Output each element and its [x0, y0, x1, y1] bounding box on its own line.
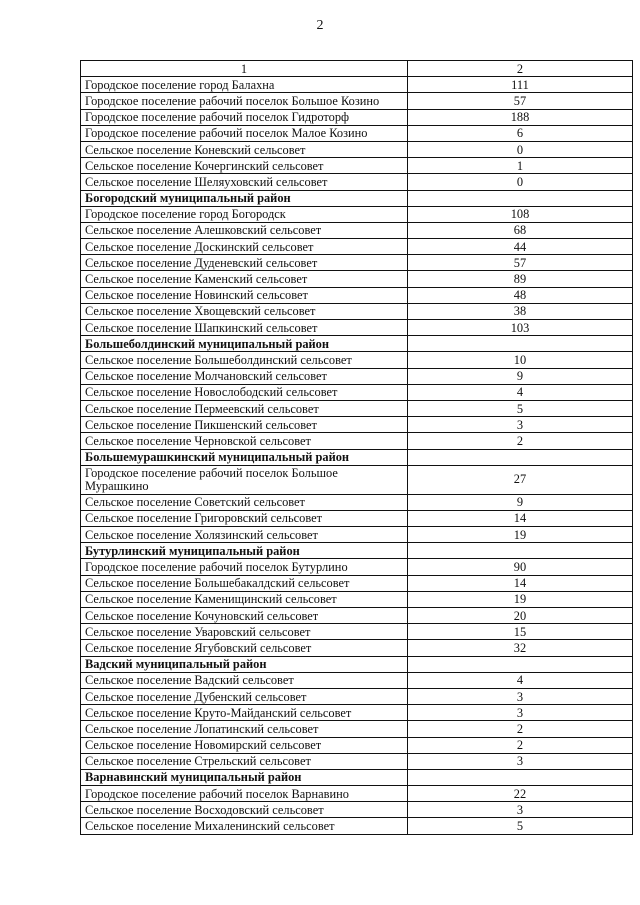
settlement-name: Сельское поселение Молчановский сельсовет: [81, 368, 408, 384]
settlement-value: 2: [408, 737, 633, 753]
settlement-value: 9: [408, 494, 633, 510]
district-name: Варнавинский муниципальный район: [81, 769, 408, 785]
table-row: [81, 174, 633, 190]
settlement-value: 108: [408, 206, 633, 222]
settlement-value: 5: [408, 818, 633, 834]
table-row: [81, 705, 633, 721]
settlement-value: [408, 190, 633, 206]
page-number: 2: [316, 18, 324, 33]
district-name: Вадский муниципальный район: [81, 656, 408, 672]
settlement-name: Сельское поселение Стрельский сельсовет: [81, 753, 408, 769]
settlement-name: Сельское поселение Ягубовский сельсовет: [81, 640, 408, 656]
table-row: [81, 287, 633, 303]
settlement-name: Городское поселение рабочий поселок Большое Мурашкино: [81, 465, 408, 494]
settlement-name: Городское поселение рабочий поселок Варнавино: [81, 786, 408, 802]
table-row: [81, 753, 633, 769]
settlement-value: 19: [408, 591, 633, 607]
table-row: [81, 737, 633, 753]
settlement-value: 3: [408, 705, 633, 721]
table-row: [81, 125, 633, 141]
settlement-value: 27: [408, 465, 633, 494]
settlement-value: [408, 336, 633, 352]
settlement-value: [408, 449, 633, 465]
district-heading-row: [81, 656, 633, 672]
table-row: [81, 222, 633, 238]
settlement-name: Городское поселение город Балахна: [81, 77, 408, 93]
settlement-name: Городское поселение рабочий поселок Гидроторф: [81, 109, 408, 125]
settlement-value: 0: [408, 141, 633, 157]
district-name: Бутурлинский муниципальный район: [81, 543, 408, 559]
table-row: [81, 672, 633, 688]
table-row: [81, 368, 633, 384]
district-heading-row: [81, 769, 633, 785]
table-row: [81, 206, 633, 222]
table-row: [81, 400, 633, 416]
settlement-value: 3: [408, 688, 633, 704]
table-row: [81, 721, 633, 737]
settlement-name: Сельское поселение Дубенский сельсовет: [81, 688, 408, 704]
table-row: [81, 465, 633, 494]
settlement-value: 19: [408, 527, 633, 543]
settlement-name: Сельское поселение Черновской сельсовет: [81, 433, 408, 449]
settlement-value: 57: [408, 93, 633, 109]
district-heading-row: [81, 336, 633, 352]
table-row: [81, 255, 633, 271]
settlement-value: 44: [408, 239, 633, 255]
settlement-name: Сельское поселение Новомирский сельсовет: [81, 737, 408, 753]
settlement-name: Сельское поселение Вадский сельсовет: [81, 672, 408, 688]
district-name: Большемурашкинский муниципальный район: [81, 449, 408, 465]
table-row: [81, 303, 633, 319]
settlement-name: Городское поселение город Богородск: [81, 206, 408, 222]
table-row: [81, 271, 633, 287]
table-row: [81, 640, 633, 656]
settlement-value: 57: [408, 255, 633, 271]
settlement-name: Сельское поселение Новослободский сельсовет: [81, 384, 408, 400]
settlements-table: [80, 60, 633, 835]
settlement-value: 68: [408, 222, 633, 238]
settlement-name: Сельское поселение Уваровский сельсовет: [81, 624, 408, 640]
settlement-name: Сельское поселение Коневский сельсовет: [81, 141, 408, 157]
settlement-value: [408, 656, 633, 672]
settlement-value: 9: [408, 368, 633, 384]
settlement-name: Городское поселение рабочий поселок Бутурлино: [81, 559, 408, 575]
settlement-name: Сельское поселение Хвощевский сельсовет: [81, 303, 408, 319]
settlement-name: Сельское поселение Михаленинский сельсовет: [81, 818, 408, 834]
settlement-value: 10: [408, 352, 633, 368]
settlement-name: Сельское поселение Пермеевский сельсовет: [81, 400, 408, 416]
table-row: [81, 352, 633, 368]
settlement-value: 1: [408, 158, 633, 174]
settlement-value: 14: [408, 575, 633, 591]
table-row: [81, 433, 633, 449]
settlement-name: Сельское поселение Григоровский сельсовет: [81, 510, 408, 526]
settlement-value: 15: [408, 624, 633, 640]
settlement-name: Сельское поселение Кочергинский сельсовет: [81, 158, 408, 174]
table-header-row: [81, 61, 633, 77]
settlement-value: 0: [408, 174, 633, 190]
table-row: [81, 688, 633, 704]
district-heading-row: [81, 190, 633, 206]
settlement-name: Сельское поселение Каменищинский сельсовет: [81, 591, 408, 607]
table-row: [81, 802, 633, 818]
settlement-name: Сельское поселение Холязинский сельсовет: [81, 527, 408, 543]
settlement-name: Сельское поселение Советский сельсовет: [81, 494, 408, 510]
settlement-value: 6: [408, 125, 633, 141]
settlement-value: 3: [408, 753, 633, 769]
settlement-value: 20: [408, 608, 633, 624]
settlement-value: 103: [408, 320, 633, 336]
table-row: [81, 624, 633, 640]
settlement-name: Сельское поселение Алешковский сельсовет: [81, 222, 408, 238]
settlement-name: Сельское поселение Большеболдинский сельсовет: [81, 352, 408, 368]
settlement-name: Сельское поселение Шеляуховский сельсовет: [81, 174, 408, 190]
column-header-2: 2: [408, 61, 633, 77]
table-row: [81, 239, 633, 255]
settlement-value: 89: [408, 271, 633, 287]
settlement-value: 3: [408, 417, 633, 433]
table-row: [81, 384, 633, 400]
settlement-name: Сельское поселение Большебакалдский сельсовет: [81, 575, 408, 591]
district-name: Богородский муниципальный район: [81, 190, 408, 206]
settlement-name: Городское поселение рабочий поселок Малое Козино: [81, 125, 408, 141]
settlement-name: Сельское поселение Дуденевский сельсовет: [81, 255, 408, 271]
settlement-value: 4: [408, 672, 633, 688]
table-row: [81, 417, 633, 433]
table-row: [81, 575, 633, 591]
table-row: [81, 786, 633, 802]
settlement-value: [408, 543, 633, 559]
settlement-name: Сельское поселение Восходовский сельсовет: [81, 802, 408, 818]
settlement-name: Сельское поселение Шапкинский сельсовет: [81, 320, 408, 336]
settlement-name: Городское поселение рабочий поселок Большое Козино: [81, 93, 408, 109]
table-body: [81, 77, 633, 834]
table-row: [81, 109, 633, 125]
settlement-name: Сельское поселение Каменский сельсовет: [81, 271, 408, 287]
table-row: [81, 77, 633, 93]
table-row: [81, 158, 633, 174]
settlement-value: 2: [408, 433, 633, 449]
settlement-value: 48: [408, 287, 633, 303]
table-row: [81, 591, 633, 607]
settlement-name: Сельское поселение Новинский сельсовет: [81, 287, 408, 303]
settlement-value: 111: [408, 77, 633, 93]
district-name: Большеболдинский муниципальный район: [81, 336, 408, 352]
settlement-value: 32: [408, 640, 633, 656]
settlement-value: 4: [408, 384, 633, 400]
table-row: [81, 320, 633, 336]
table-row: [81, 494, 633, 510]
table-row: [81, 559, 633, 575]
settlement-name: Сельское поселение Лопатинский сельсовет: [81, 721, 408, 737]
settlement-name: Сельское поселение Кочуновский сельсовет: [81, 608, 408, 624]
settlement-value: 3: [408, 802, 633, 818]
table-row: [81, 93, 633, 109]
table-row: [81, 510, 633, 526]
settlement-value: 38: [408, 303, 633, 319]
table-row: [81, 608, 633, 624]
table-row: [81, 527, 633, 543]
settlement-value: 188: [408, 109, 633, 125]
table-row: [81, 141, 633, 157]
settlement-value: 90: [408, 559, 633, 575]
settlement-value: 2: [408, 721, 633, 737]
settlement-name: Сельское поселение Доскинский сельсовет: [81, 239, 408, 255]
settlement-name: Сельское поселение Круто-Майданский сельсовет: [81, 705, 408, 721]
settlement-value: 14: [408, 510, 633, 526]
settlement-value: 5: [408, 400, 633, 416]
settlement-name: Сельское поселение Пикшенский сельсовет: [81, 417, 408, 433]
column-header-1: 1: [81, 61, 408, 77]
settlement-value: 22: [408, 786, 633, 802]
settlement-value: [408, 769, 633, 785]
district-heading-row: [81, 449, 633, 465]
table-row: [81, 818, 633, 834]
district-heading-row: [81, 543, 633, 559]
